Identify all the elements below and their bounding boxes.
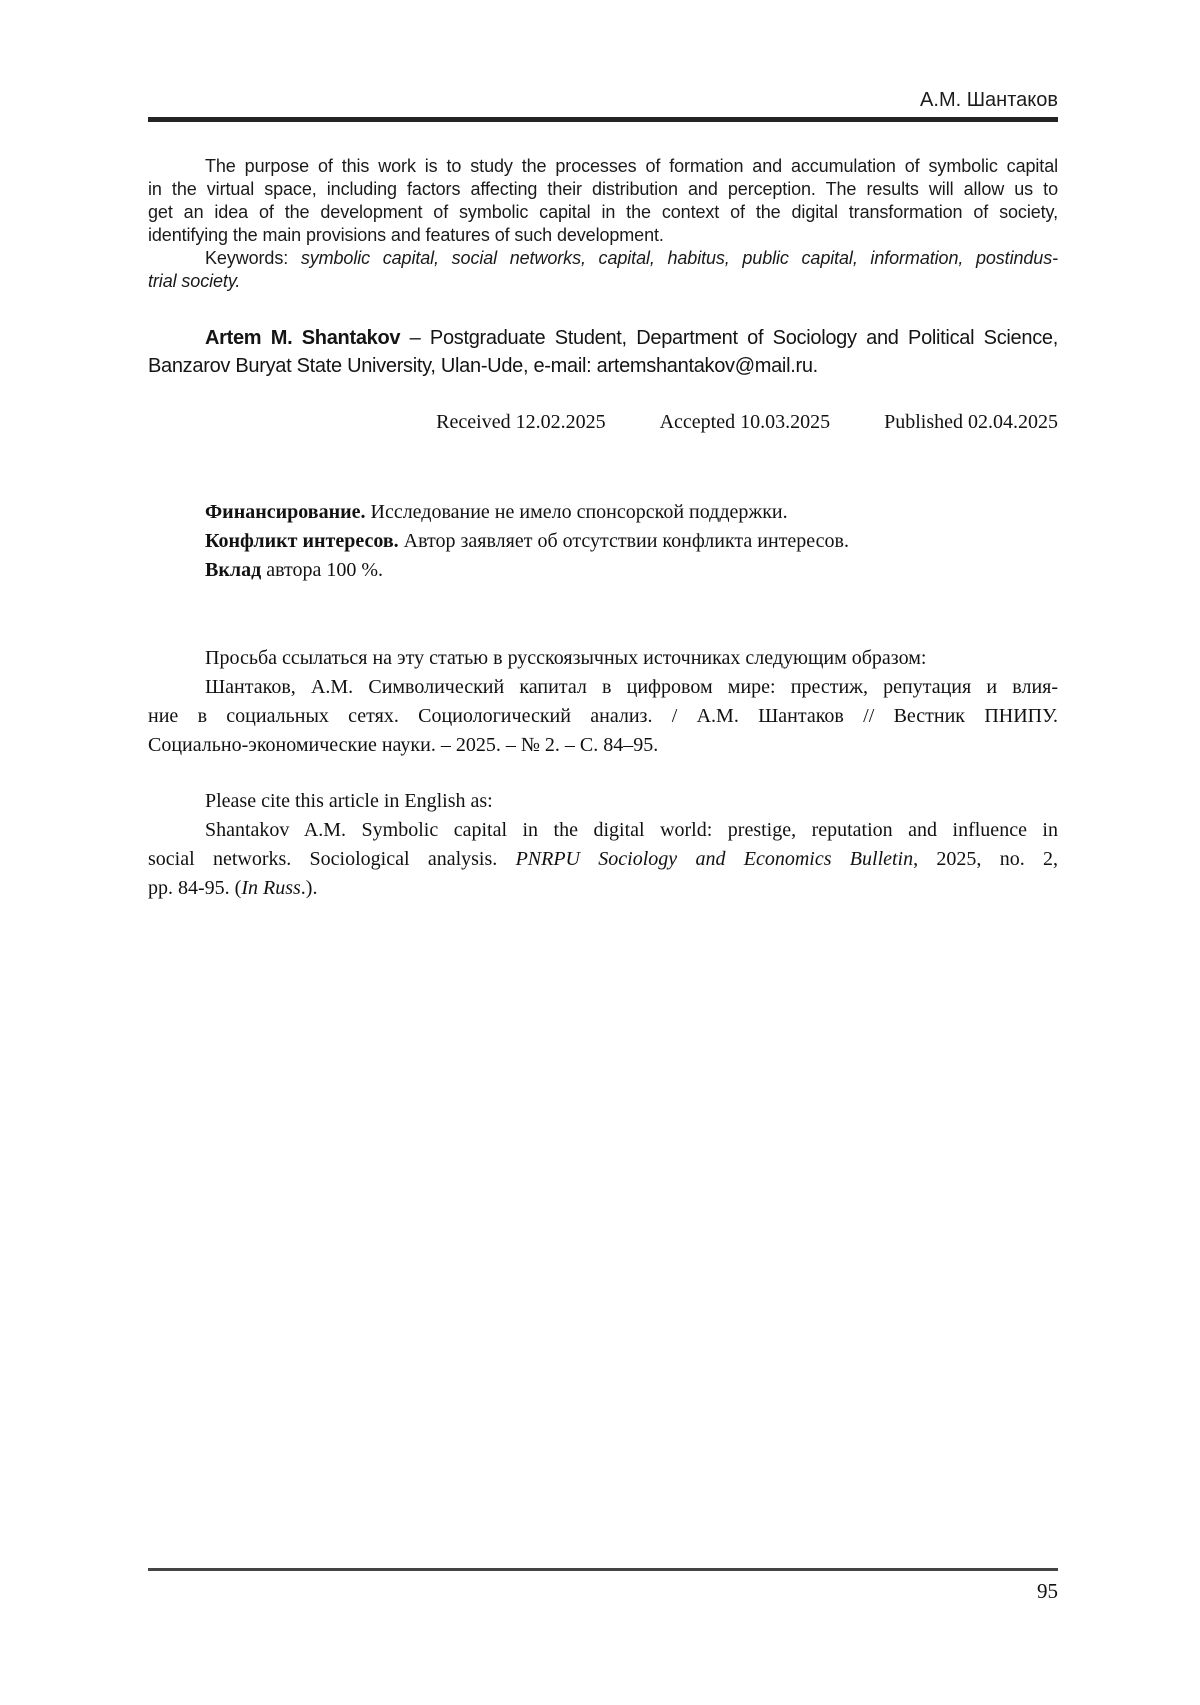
abstract-section xyxy=(148,155,1058,293)
accepted-date: Accepted 10.03.2025 xyxy=(659,411,831,433)
published-date: Published 02.04.2025 xyxy=(884,411,1058,433)
text-line: ние в социальных сетях. Социологический анализ. / А.М. Шантаков // Вестник ПНИПУ. xyxy=(148,705,1058,727)
text-line: Финансирование. Исследование не имело спонсорской поддержки. xyxy=(205,501,788,523)
text-line: identifying the main provisions and features of such development. xyxy=(148,225,664,245)
footer-rule xyxy=(148,1568,1058,1571)
text-line: Shantakov A.M. Symbolic capital in the digital world: prestige, reputation and influence in xyxy=(205,819,1058,841)
funding-section xyxy=(148,498,1058,585)
dates-line xyxy=(148,410,1058,435)
citation-english xyxy=(148,787,1058,903)
text-line: The purpose of this work is to study the processes of formation and accumulation of symbolic capital xyxy=(205,156,1058,176)
text-line: trial society. xyxy=(148,271,241,291)
text-line: Вклад автора 100 %. xyxy=(205,559,384,581)
header-rule xyxy=(148,117,1058,122)
text-line: Конфликт интересов. Автор заявляет об отсутствии конфликта интересов. xyxy=(205,530,850,552)
text-line: Banzarov Buryat State University, Ulan-Ude, e-mail: artemshantakov@mail.ru. xyxy=(148,355,818,377)
text-line: social networks. Sociological analysis. PNRPU Sociology and Economics Bulletin, 2025, no. 2, xyxy=(148,848,1059,870)
text-line: Please cite this article in English as: xyxy=(205,790,493,812)
keywords-paragraph xyxy=(148,247,1058,293)
running-head: А.М. Шантаков xyxy=(920,89,1058,111)
text-line: Просьба ссылаться на эту статью в русскоязычных источниках следующим образом: xyxy=(205,647,927,669)
text-line: Шантаков, А.М. Символический капитал в цифровом мире: престиж, репутация и влия- xyxy=(205,676,1058,698)
text-line: Keywords: symbolic capital, social networks, capital, habitus, public capital, information, postindus- xyxy=(205,248,1058,268)
page-number: 95 xyxy=(1037,1579,1058,1603)
received-date: Received 12.02.2025 xyxy=(436,411,606,433)
abstract-paragraph xyxy=(148,155,1058,247)
citation-russian xyxy=(148,644,1058,760)
text-line: in the virtual space, including factors affecting their distribution and perception. The results will allow us to xyxy=(148,179,1058,199)
text-line: get an idea of the development of symbolic capital in the context of the digital transformation of society, xyxy=(148,202,1058,222)
author-info xyxy=(148,324,1058,380)
text-line: pp. 84-95. (In Russ.). xyxy=(148,877,318,899)
text-line: Социально-экономические науки. – 2025. – № 2. – С. 84–95. xyxy=(148,734,659,756)
text-line: Artem M. Shantakov – Postgraduate Student, Department of Sociology and Political Science, xyxy=(205,327,1058,349)
